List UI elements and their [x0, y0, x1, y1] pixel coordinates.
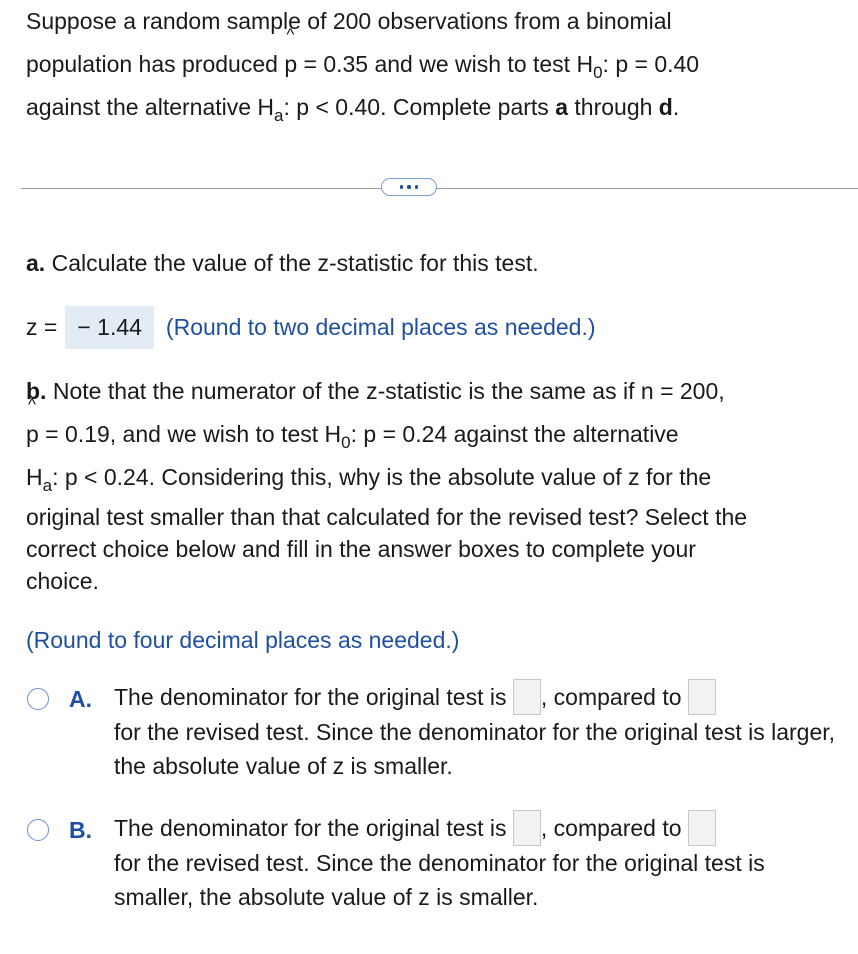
choice-b-letter: B.: [69, 817, 92, 843]
choice-a-text-cont: for the revised test. Since the denominator for the original test is larger, the absolute value of z is smaller.: [114, 718, 836, 779]
part-b-line-4: original test smaller than that calculated for the revised test? Select the: [26, 504, 748, 530]
intro-line-3: against the alternative $H_a$: p < 0.40. Complete parts a through d.: [26, 94, 680, 125]
part-a-round-note: (Round to two decimal places as needed.): [165, 314, 596, 340]
z-label: z =: [26, 314, 58, 340]
part-b-question-cont: [26, 501, 838, 597]
choice-a-revised-denominator-input[interactable]: [688, 679, 716, 715]
part-b-line-6: choice.: [26, 568, 99, 594]
part-b-round-note: (Round to four decimal places as needed.): [26, 627, 460, 653]
part-b-line-2: ^ p = 0.19, and we wish to test $H_0$: p = 0.24 against the alternative: [26, 413, 838, 456]
part-b-line-3: $H_a$: p < 0.24. Considering this, why is the absolute value of z for the: [26, 464, 712, 495]
intro-line-1: Suppose a random sample of 200 observations from a binomial: [26, 8, 672, 34]
choice-a-original-denominator-input[interactable]: [513, 679, 541, 715]
part-b-question: [26, 370, 838, 499]
part-a-question: a. Calculate the value of the z-statistic for this test.: [26, 250, 539, 276]
choice-b-revised-denominator-input[interactable]: [688, 810, 716, 846]
dot-icon: [407, 185, 411, 189]
question-intro: [26, 0, 838, 129]
p-hat: ^ p: [26, 413, 39, 456]
part-b-line-5: correct choice below and fill in the answer boxes to complete your: [26, 536, 696, 562]
radio-choice-b[interactable]: [27, 819, 49, 841]
radio-choice-a[interactable]: [27, 688, 49, 710]
section-divider: [21, 188, 858, 189]
dot-icon: [415, 185, 419, 189]
choice-b-text-cont: for the revised test. Since the denominator for the original test is smaller, the absolute value of z is smaller.: [114, 849, 765, 910]
choice-b-original-denominator-input[interactable]: [513, 810, 541, 846]
part-a-answer-line: [26, 306, 596, 349]
choice-a-text: The denominator for the original test is , compared to for the revised test. Since the denominator for the original test is larger, the absolute value of z is smaller.: [114, 680, 844, 783]
part-b-line-1: b. Note that the numerator of the z-statistic is the same as if n = 200,: [26, 378, 725, 404]
intro-line-2: population has produced ^ p = 0.35 and we wish to test $H_0$: p = 0.40: [26, 43, 838, 86]
choice-b-text: The denominator for the original test is , compared to for the revised test. Since the denominator for the original test is smaller, the absolute value of z is smaller.: [114, 811, 844, 914]
p-hat: ^ p: [284, 43, 297, 86]
show-more-button[interactable]: [381, 178, 437, 196]
choice-a-letter: A.: [69, 686, 92, 712]
z-answer-box[interactable]: − 1.44: [65, 306, 154, 349]
dot-icon: [400, 185, 404, 189]
